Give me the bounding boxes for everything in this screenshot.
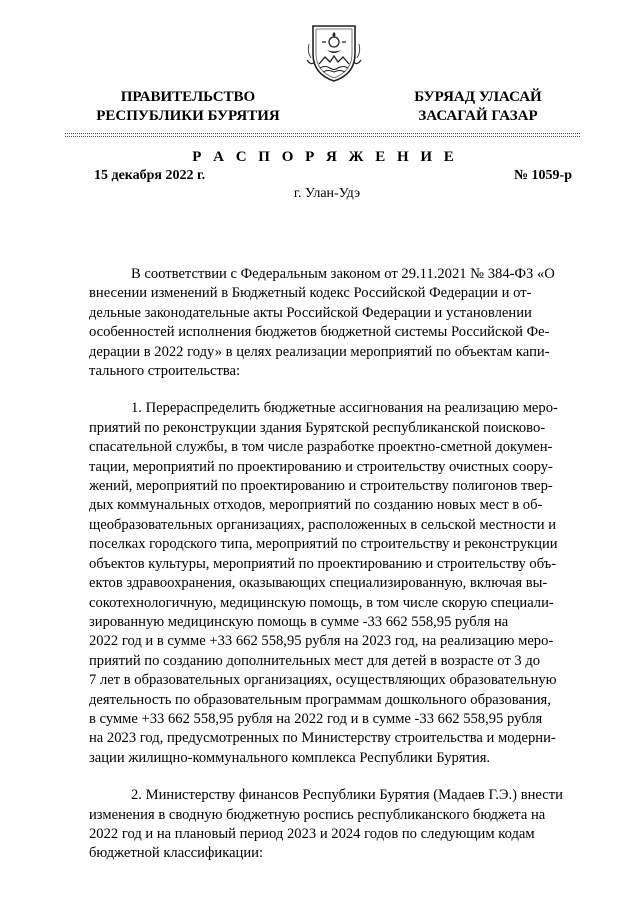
org-right-line-1: БУРЯАД УЛАСАЙ — [414, 89, 542, 105]
document-body — [89, 265, 580, 864]
clause-2-paragraph: 2. Министерству финансов Республики Бурятия (Мадаев Г.Э.) внести изменения в сводную бюджетную роспись республиканского бюджета на 2022 год и на плановый период 2023 и 2024 годов по следующим кодам бюджетной классификации: — [89, 787, 563, 862]
coat-of-arms-icon — [305, 20, 363, 84]
org-left-line-2: РЕСПУБЛИКИ БУРЯТИЯ — [96, 108, 280, 124]
document-city: г. Улан-Удэ — [293, 186, 361, 201]
government-name-buryat — [398, 88, 558, 126]
document-type-title: Р А С П О Р Я Ж Е Н И Е — [192, 149, 458, 165]
clause-1-paragraph: 1. Перераспределить бюджетные ассигнования на реализацию меро- приятий по реконструкции здания Бурятской республиканской поисково- спасательной службы, в том числе разработке проектно-сметной докумен- тации, мероприятий по проектированию и строительству очистных соору- жений, мероприятий по проектированию и строительству полигонов твер- дых коммунальных отходов, мероприятий по созданию новых мест в об- щеобразовательных организациях, расположенных в сельской местности и поселках городского типа, мероприятий по строительству и реконструкции объектов культуры, мероприятий по проектированию и строительству объ- ектов здравоохранения, оказывающих специализированную, включая вы- сокотехнологичную, медицинскую помощь, в том числе скорую специали- зированную медицинскую помощь в сумме -33 662 558,95 рубля на 2022 год и в сумме +33 662 558,95 рубля на 2023 год, на реализацию меро- приятий по созданию дополнительных мест для детей в возрасте от 3 до 7 лет в образовательных организациях, осуществляющих образовательную деятельность по образовательным программам дошкольного образования, в сумме +33 662 558,95 рубля на 2022 год и в сумме -33 662 558,95 рубля на 2023 год, предусмотренных по Министерству строительства и модерни- зации жилищно-коммунального комплекса Республики Бурятия. — [89, 400, 558, 766]
org-left-line-1: ПРАВИТЕЛЬСТВО — [120, 89, 256, 105]
header-divider-top — [65, 133, 580, 134]
document-date: 15 декабря 2022 г. — [94, 168, 206, 183]
document-number: № 1059-р — [513, 168, 572, 183]
preamble-paragraph: В соответствии с Федеральным законом от 29.11.2021 № 384-ФЗ «О внесении изменений в Бюджетный кодекс Российской Федерации и от- дельные законодательные акты Российской Федерации и установлении особенностей исполнения бюджетов бюджетной системы Российской Фе- дерации в 2022 году» в целях реализации мероприятий по объектам капи- тального строительства: — [89, 266, 555, 380]
government-name-russian — [88, 88, 288, 126]
header-divider-bottom — [65, 136, 580, 137]
org-right-line-2: ЗАСАГАЙ ГАЗАР — [418, 108, 538, 124]
